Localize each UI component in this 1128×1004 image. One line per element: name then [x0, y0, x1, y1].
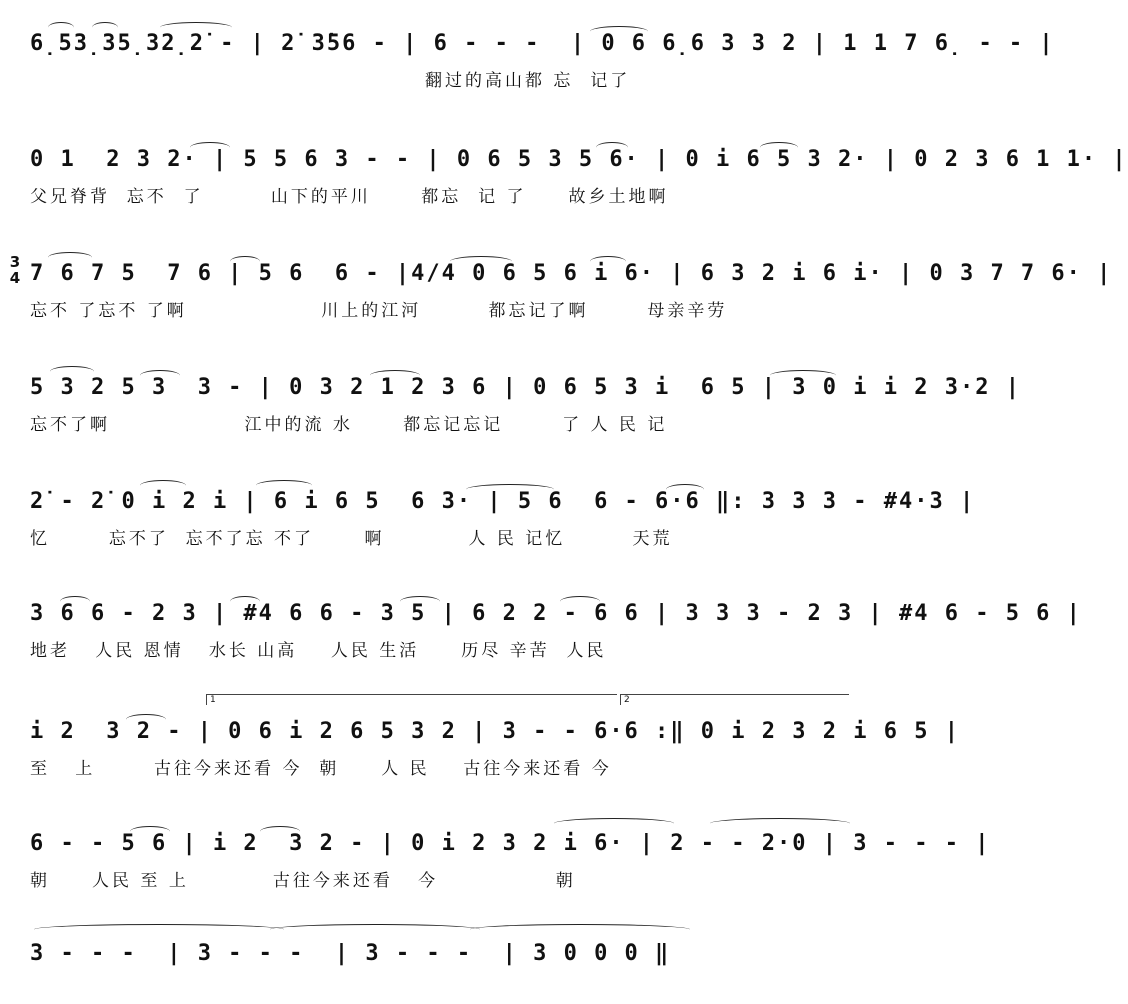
- notation: 7 6 7 5 7 6 | 5 6 6 - |4/4 0 6 5 6 i 6· | 6 3 2 i 6 i· | 0 3 7 7 6· |: [30, 261, 1113, 286]
- notation: 5 3 2 5 3 3 - | 0 3 2 1 2 3 6 | 0 6 5 3 i 6 5 | 3 0 i i 2 3·2 |: [30, 375, 1021, 400]
- volta-number-2: 2: [624, 695, 630, 705]
- lyrics: 至 上 古往今来还看 今 朝 人 民 古往今来还看 今: [30, 759, 612, 779]
- lyrics: [30, 978, 850, 1004]
- lyrics: 忆 忘不了 忘不了忘 不了 啊 人 民 记忆 天荒: [30, 529, 673, 549]
- time-signature-bottom: 4: [9, 269, 21, 287]
- lyrics: 地老 人民 恩情 水长 山高 人民 生活 历尽 辛苦 人民: [30, 641, 607, 661]
- notation: 0 1 2 3 2· | 5 5 6 3 - - | 0 6 5 3 5 6· | 0 i 6 5 3 2· | 0 2 3 6 1 1· |: [30, 147, 1128, 172]
- time-signature-top: 3: [9, 253, 21, 271]
- volta-bracket-2: [620, 694, 849, 705]
- notation: i 2 3 2 - | 0 6 i 2 6 5 3 2 | 3 - - 6·6 :‖ 0 i 2 3 2 i 6 5 |: [30, 719, 960, 744]
- lyrics: 忘不 了忘不 了啊 川上的江河 都忘记了啊 母亲辛劳: [30, 301, 728, 321]
- volta-number-1: 1: [210, 695, 216, 705]
- lyrics: 父兄脊背 忘不 了 山下的平川 都忘 记 了 故乡土地啊: [30, 187, 669, 207]
- lyrics: 翻过的高山都 忘 记了: [30, 71, 631, 91]
- lyrics: 忘不了啊 江中的流 水 都忘记忘记 了 人 民 记: [30, 415, 668, 435]
- notation: 6̣53̣35̣32̣2̇ - | 2̇ 3̇56 - | 6 - - - | 0 6 6̣6 3 3 2 | 1 1 7 6̣ - - |: [30, 31, 1055, 56]
- notation: 6 - - 5 6 | i 2 3 2 - | 0 i 2 3 2 i 6· | 2 - - 2·0 | 3 - - - |: [30, 831, 991, 856]
- notation: 3 - - - | 3 - - - | 3 - - - | 3 0 0 0 ‖: [30, 941, 671, 966]
- volta-bracket-1: [206, 694, 617, 705]
- notation: 2̇ - 2̇ 0 i 2 i | 6 i 6 5 6 3· | 5 6 6 - 6·6 ‖: 3 3 3 - #4·3 |: [30, 489, 976, 514]
- time-signature: [8, 254, 22, 286]
- lyrics: 朝 人民 至 上 古往今来还看 今 朝: [30, 871, 576, 891]
- notation: 3 6 6 - 2 3 | #4 6 6 - 3 5 | 6 2 2 - 6 6 | 3 3 3 - 2 3 | #4 6 - 5 6 |: [30, 601, 1082, 626]
